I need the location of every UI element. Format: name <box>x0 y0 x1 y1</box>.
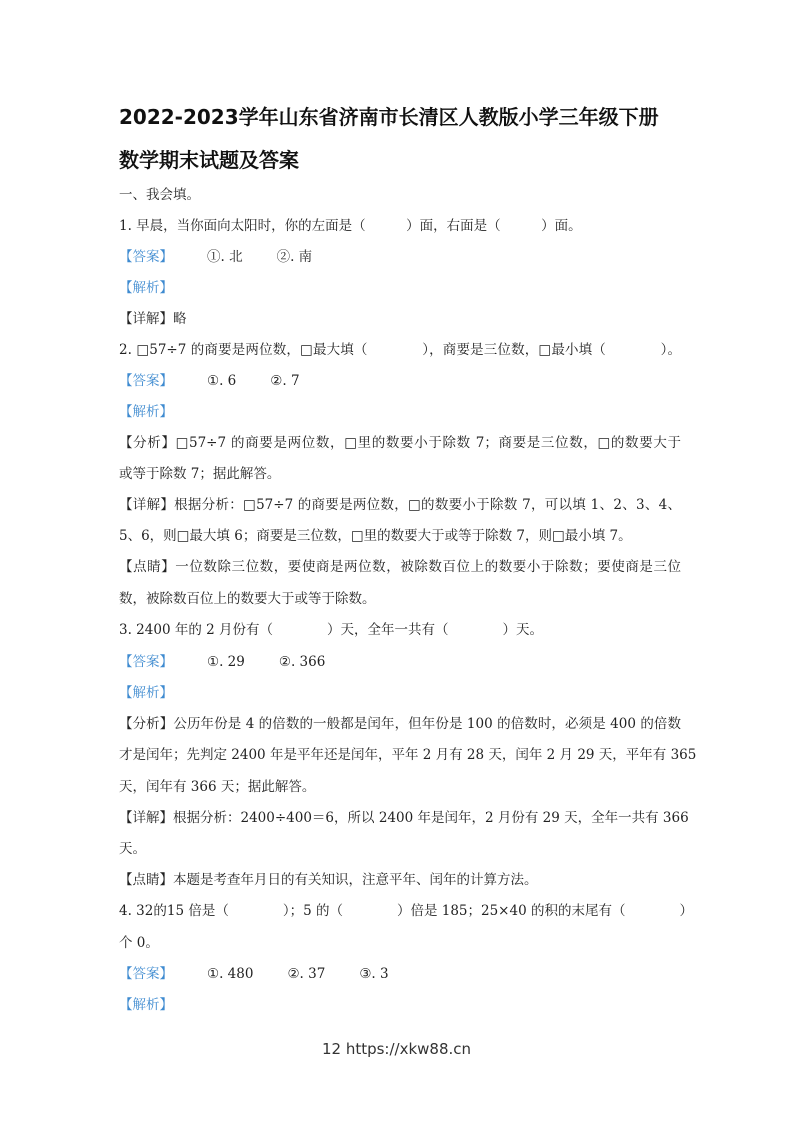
document-title-line-1: 2022-2023学年山东省济南市长清区人教版小学三年级下册 <box>119 105 659 129</box>
analysis-label-text: 【解析】 <box>119 997 173 1013</box>
explanation-line <box>119 309 681 329</box>
explanation-line <box>119 557 681 577</box>
question-text-line: 天。 <box>119 841 146 857</box>
explanation-tag: 【详解】 <box>119 311 173 327</box>
answer-item: ①. 29 <box>207 654 245 670</box>
answer-item: ①. 6 <box>207 373 237 389</box>
question-text-line: 2. □57÷7 的商要是两位数，□最大填（ ），商要是三位数，□最小填（ ）。 <box>119 342 681 358</box>
answer-item: ②. 南 <box>276 249 313 265</box>
explanation-tag: 【分析】 <box>119 435 176 451</box>
answer-label: 【答案】 <box>119 654 173 670</box>
section-heading: 一、我会填。 <box>119 187 200 203</box>
answer-line <box>119 652 681 672</box>
explanation-line <box>119 714 681 734</box>
answer-item: ②. 7 <box>270 373 300 389</box>
question-text-line: 5、6，则□最大填 6；商要是三位数，□里的数要大于或等于除数 7，则□最小填 7。 <box>119 528 632 544</box>
answer-label: 【答案】 <box>119 373 173 389</box>
question-text-line: 天，闰年有 366 天；据此解答。 <box>119 779 316 795</box>
question-text-line: 个 0。 <box>119 935 159 951</box>
explanation-line <box>119 870 681 890</box>
answer-label: 【答案】 <box>119 966 173 982</box>
answer-line <box>119 964 681 984</box>
answer-item: ②. 37 <box>287 966 326 982</box>
question-text-line: 1. 早晨，当你面向太阳时，你的左面是（ ）面，右面是（ ）面。 <box>119 218 582 234</box>
answer-item: ②. 366 <box>278 654 326 670</box>
answer-item: ①. 480 <box>207 966 254 982</box>
explanation-text: 略 <box>173 311 187 327</box>
question-text-line: 4. 32的15 倍是（ ）；5 的（ ）倍是 185；25×40 的积的末尾有（ ） <box>119 903 693 919</box>
explanation-text: 本题是考查年月日的有关知识，注意平年、闰年的计算方法。 <box>173 872 538 888</box>
explanation-text: 根据分析：2400÷400＝6，所以 2400 年是闰年，2 月份有 29 天，全年一共有 366 <box>173 810 689 826</box>
explanation-text: 根据分析：□57÷7 的商要是两位数，□的数要小于除数 7，可以填 1、2、3、4、 <box>174 497 681 513</box>
explanation-tag: 【点睛】 <box>119 559 176 575</box>
question-text-line: 数，被除数百位上的数要大于或等于除数。 <box>119 591 376 607</box>
explanation-line <box>119 808 689 828</box>
explanation-text: 公历年份是 4 的倍数的一般都是闰年，但年份是 100 的倍数时，必须是 400 的倍数 <box>173 716 682 732</box>
analysis-label <box>119 995 681 1015</box>
question-text-line: 或等于除数 7；据此解答。 <box>119 466 281 482</box>
analysis-label-text: 【解析】 <box>119 685 173 701</box>
answer-line <box>119 371 681 391</box>
explanation-line <box>119 495 681 515</box>
explanation-tag: 【详解】 <box>119 810 173 826</box>
explanation-line <box>119 433 681 453</box>
explanation-tag: 【点睛】 <box>119 872 173 888</box>
page-footer: 12 https://xkw88.cn <box>321 1040 472 1058</box>
analysis-label-text: 【解析】 <box>119 280 173 296</box>
document-title-line-2: 数学期末试题及答案 <box>119 148 299 172</box>
answer-label: 【答案】 <box>119 249 173 265</box>
question-text-line: 3. 2400 年的 2 月份有（ ）天，全年一共有（ ）天。 <box>119 622 543 638</box>
explanation-text: 一位数除三位数，要使商是两位数，被除数百位上的数要小于除数；要使商是三位 <box>175 559 682 575</box>
analysis-label <box>119 278 681 298</box>
analysis-label <box>119 683 681 703</box>
answer-item: ①. 北 <box>207 249 243 265</box>
explanation-tag: 【分析】 <box>119 716 174 732</box>
question-text-line: 才是闰年；先判定 2400 年是平年还是闰年，平年 2 月有 28 天，闰年 2 月 29 天，平年有 365 <box>119 747 697 763</box>
answer-line <box>119 247 681 267</box>
explanation-tag: 【详解】 <box>119 497 175 513</box>
analysis-label <box>119 402 681 422</box>
analysis-label-text: 【解析】 <box>119 404 173 420</box>
answer-item: ③. 3 <box>359 966 389 982</box>
explanation-text: □57÷7 的商要是两位数，□里的数要小于除数 7；商要是三位数，□的数要大于 <box>175 435 682 451</box>
